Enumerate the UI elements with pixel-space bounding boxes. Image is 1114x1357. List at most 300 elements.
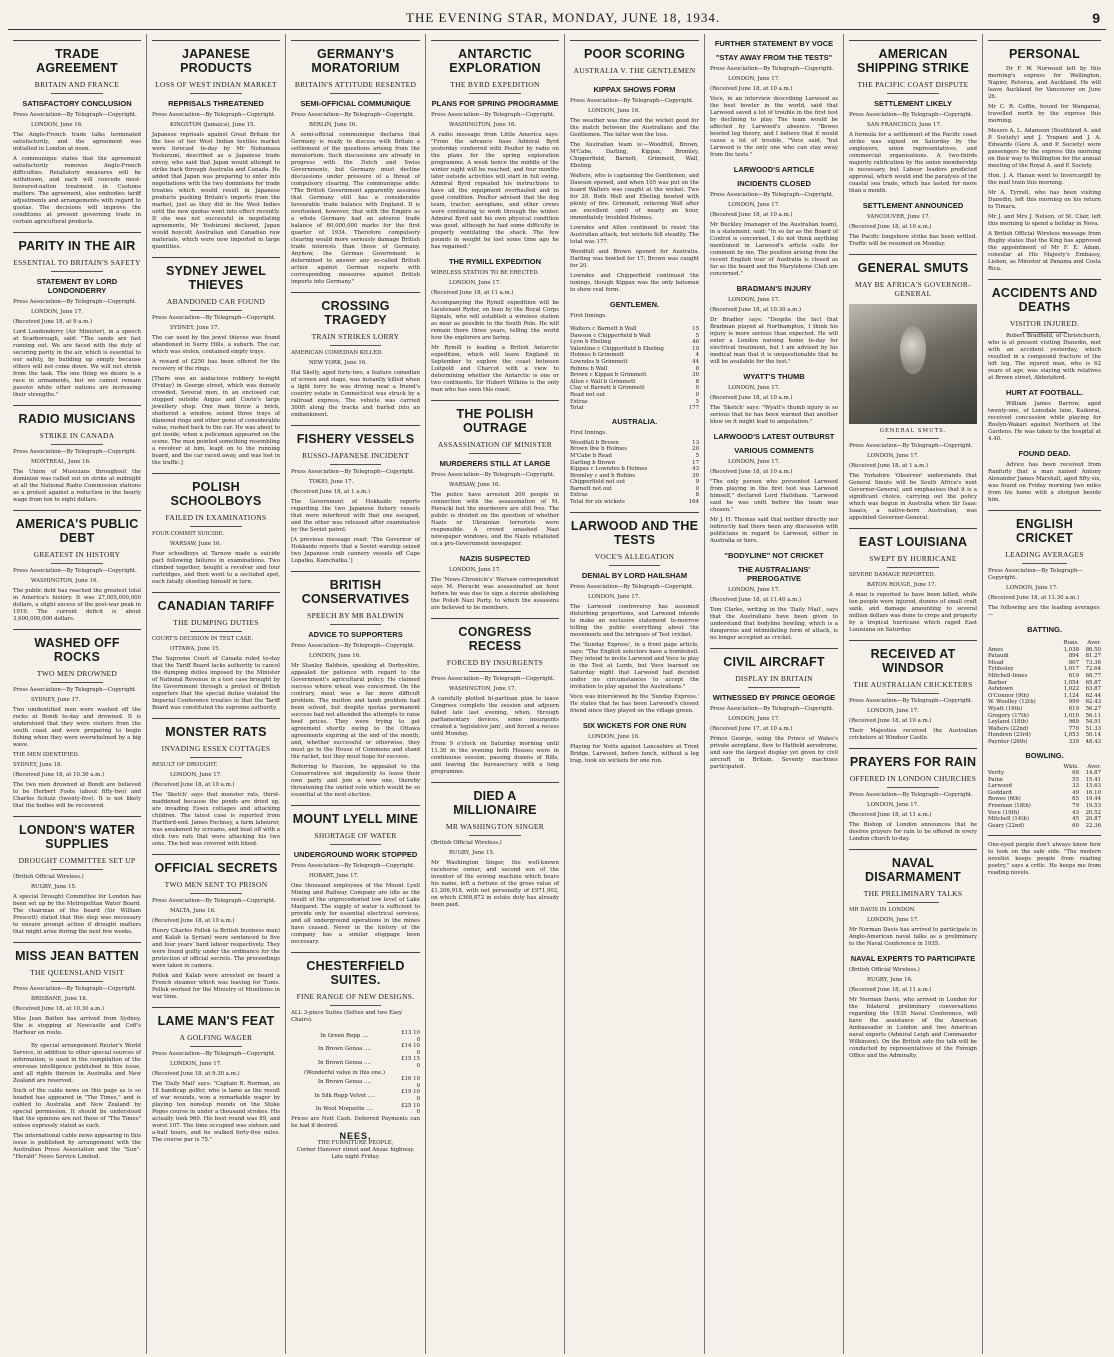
press-credit: Press Association—By Telegraph—Copyright. (291, 469, 415, 475)
ad-item: In Silk Repp Velvet .... (314, 1092, 375, 1099)
score-cell: Walters (22nd) (988, 725, 1029, 732)
paragraph: (Received June 18, at 10 a.m.) (152, 782, 235, 788)
article (710, 39, 838, 159)
score-cell: 1,017 (1063, 666, 1079, 673)
divider (51, 271, 102, 272)
score-cell: Bromley c and b Robins (570, 472, 636, 479)
score-cell: Ashdown (988, 686, 1013, 693)
paragraph: The 'Daily Mail' says: "Captain R. Norman, an 18 handicap golfer, who is lame as the result of war wounds, won a remarkable wager by playing ten nonstop rounds on the Stoke Poges course in under a thousand strokes. His actually took 960. His best round was 89, and worst 107. The time occupied was sixteen and a-half hours, and he walked forty-five miles. The course par is 75." (152, 1081, 280, 1143)
divider (609, 79, 661, 80)
subheadline: LEADING AVERAGES (1005, 550, 1084, 559)
score-cell: Lyon b Ebeling (570, 339, 612, 346)
article (13, 942, 141, 1037)
subheadline: DISPLAY IN BRITAIN (735, 674, 813, 683)
paragraph: Prince George, using the Prince of Wales's private aeroplane, flew to Hatfield aerodrome, and saw the largest display yet given by civil aircraft in Britain. Seventy machines participated. (710, 736, 838, 770)
score-cell: 1,022 (1063, 686, 1079, 693)
score-cell: 770 (1068, 725, 1079, 732)
subheadline: BRADMAN'S INJURY (736, 284, 812, 293)
headline: PARITY IN THE AIR (18, 239, 136, 253)
scorecard-row (570, 392, 699, 399)
paragraph: Lowndes and Allen continued to resist the Australian attack, but wickets fell steadily. The total was 177. (570, 225, 699, 245)
divider (152, 718, 280, 719)
scorecard-row (570, 346, 699, 353)
ad-item: In Brown Genoa .... (318, 1059, 371, 1066)
paragraph: (Received June 18, at 10 a.m.) (710, 86, 793, 92)
article (988, 449, 1101, 504)
paragraph: Woodfull and Brown opened for Australia. Darling was bowled for 17; Brown was caught for 20. (570, 249, 699, 269)
paragraph: Miss Jean Batten has arrived from Sydney. She is stopping at Newcastle and Coff's Harbour en route. (13, 1016, 141, 1036)
score-cell: 19 (692, 345, 699, 352)
subheadline: VARIOUS COMMENTS (734, 446, 814, 455)
batting-row (988, 653, 1101, 660)
paragraph: (Received June 18, at 10 a.m.) (849, 718, 932, 724)
column (426, 34, 565, 1354)
paragraph: Voce was interviewed by the 'Sunday Express.' He states that he has been Larwood's closest friend since they played on the village green. (570, 693, 699, 714)
paragraph: LONDON, June 17. (728, 76, 780, 82)
subheadline: STATEMENT BY LORD LONDONDERRY (36, 277, 118, 295)
headline: ENGLISH CRICKET (1016, 517, 1073, 545)
score-cell: Gregory (17th) (988, 712, 1029, 719)
paragraph: RUGBY, June 16. (867, 977, 913, 983)
press-credit: Press Association—By Telegraph—Copyright. (849, 792, 973, 798)
article (13, 629, 141, 810)
score-cell: Allen c Wall b Grimmett (570, 378, 636, 385)
ad-price-row (291, 1056, 420, 1069)
divider (291, 952, 420, 953)
score-cell: 49 (1072, 789, 1079, 796)
paragraph: [There was an audacious robbery to-night (Friday) in George street, which was densely crowded. Several men, in an enclosed car, stopped outside Angus and Coote's large jewellery shop. One man threw a brick, shattered a window, seized three trays of diamond rings and other gems of considerable value, rushed back to the car. He was about to get inside, when a policeman appeared on the scene. The man pointed something resembling a revolver at him, leapt on to the running board, and the car raced away, and was lost in the traffic.] (152, 376, 280, 466)
batting-row (988, 739, 1101, 746)
scorecard-row (570, 479, 699, 486)
bowling-row (988, 783, 1101, 790)
press-credit: Press Association—By Telegraph—Copyright. (710, 706, 834, 712)
ad-price-row (291, 1103, 420, 1116)
divider (13, 232, 141, 233)
column (983, 34, 1106, 1354)
score-cell: 1,010 (1063, 712, 1079, 719)
score-cell: 63.87 (1085, 686, 1101, 693)
paragraph: Mr Norman Davis, who arrived in London for the bilateral preliminary conversations regarding the 1935 Naval Conference, will have the assistance of the American Ambassador in London and two American naval experts (Admiral Leigh and Commander Wilkinson). On the British side the talk will be conducted by representatives of the Foreign Office and the Admiralty. (849, 997, 977, 1059)
bowling-header-cell (988, 764, 1057, 771)
divider (13, 816, 141, 817)
divider (469, 671, 520, 672)
headline: PERSONAL (1008, 47, 1081, 61)
paragraph: LONDON, June 17. (728, 716, 780, 722)
subheadline: INCIDENTS CLOSED (737, 179, 811, 188)
paragraph: SYDNEY, June 17. (170, 325, 220, 331)
paragraph: The Anglo-French trade talks terminated satisfactorily, and the agreement was initialled in London at noon. (13, 132, 141, 152)
headline: JAPANESE PRODUCTS (180, 47, 252, 75)
subheadline: FOUND DEAD. (1018, 449, 1071, 458)
batting-row (988, 732, 1101, 739)
paragraph: LONDON, June 16. (31, 122, 83, 128)
score-cell: Robins b Wall (570, 365, 608, 372)
ad-note: Prices are Nett Cash. Deferred Payments can be had if desired. (291, 1115, 420, 1129)
headline: POOR SCORING (583, 47, 686, 61)
batting-row (988, 673, 1101, 680)
article (988, 279, 1101, 382)
headline: TRADE AGREEMENT (36, 47, 118, 75)
paragraph: A reward of £250 has been offered for the recovery of the rings. (152, 359, 280, 372)
batting-header-cell: Runs. (1063, 640, 1079, 646)
paragraph: (Received June 18, at 11.40 a.m.) (710, 597, 802, 603)
score-cell: Dawson c Chipperfield b Wall (570, 332, 651, 339)
ad-item: In Brown Genoa .... (318, 1079, 371, 1086)
score-cell: 619 (1068, 672, 1079, 679)
subheadline: HURT AT FOOTBALL. (1005, 388, 1084, 397)
article (152, 1007, 280, 1144)
subheadline: MR WASHINGTON SINGER (445, 822, 545, 831)
headline: AMERICAN SHIPPING STRIKE (856, 47, 970, 75)
scorecard-row (570, 453, 699, 460)
headline: RADIO MUSICIANS (18, 412, 136, 426)
score-cell: 339 (1068, 738, 1079, 745)
article (291, 805, 420, 946)
paragraph: The two men drowned at Bondi are believed to be Herbert Foote (about fifty-two) and Charles Schulz (twenty-five). It is not likely that the bodies will be recovered. (13, 782, 141, 809)
bowling-row (988, 777, 1101, 784)
paragraph: (Received June 18, at 10 a.m.) (152, 918, 235, 924)
paragraph: Robert Bradfield, of Christchurch, who is at present visiting Dunedin, met with an accident yesterday, which resulted in a compound fracture of the left leg. The injured man, who is 62 years of age, was staying with relatives at Brown street, Abbotsford. (988, 333, 1101, 381)
score-cell: Freeman (18th) (988, 803, 1031, 810)
paragraph: Voce, in an interview describing Larwood as the best bowler in the world, said that Larwood saved a lot of trouble in the first test by declining to play. The team would be affected by Larwood's absence. "Bowes bowled leg theory, and I believe that it would cause a lot of trouble, "Voce said, "but Larwood is the only one who can stay away from the tests." (710, 96, 838, 158)
subheadline: SIX WICKETS FOR ONE RUN (582, 720, 687, 730)
bowling-row (988, 823, 1101, 830)
headline: ANTARCTIC EXPLORATION (449, 47, 541, 75)
paragraph: BRISBANE, June 18. (31, 996, 88, 1002)
press-credit: Press Association—By Telegraph—Copyright. (570, 98, 694, 104)
press-credit: Press Association—By Telegraph—Copyright. (152, 898, 276, 904)
press-credit: Press Association—By Telegraph—Copyright. (13, 299, 137, 305)
ad-item: In Brown Genoa .... (318, 1046, 371, 1053)
article (152, 718, 280, 848)
paragraph: (Received June 18, at 9 a.m.) (13, 319, 93, 325)
paragraph: LONDON, June 17. (728, 587, 780, 593)
subheadline: RUSSO-JAPANESE INCIDENT (302, 451, 409, 460)
subheadline: GENTLEMEN. (609, 300, 660, 309)
scorecard-row (570, 333, 699, 340)
score-cell: 55 (1072, 776, 1079, 783)
score-cell: 81.27 (1085, 653, 1101, 660)
subheadline: THE BYRD EXPEDITION (450, 80, 540, 89)
article (988, 510, 1101, 619)
batting-row (988, 699, 1101, 706)
paragraph: Mr C. R. Coffin, bound for Wanganui, travelled north by the express this morning. (988, 104, 1101, 124)
press-credit: Press Association—By Telegraph—Copyright. (988, 568, 1083, 581)
score-cell: 1,053 (1063, 732, 1079, 739)
paragraph: (Received June 18, at 10.30 a.m.) (710, 307, 802, 313)
column (147, 34, 286, 1354)
headline: GERMANY'S MORATORIUM (311, 47, 400, 75)
paragraph: LONDON, June 17. (449, 567, 501, 573)
score-cell: Holmes b Grimmett (570, 352, 624, 359)
divider (431, 618, 559, 619)
press-credit: First Innings. (570, 313, 607, 319)
masthead-title: THE EVENING STAR, MONDAY, JUNE 18, 1934. (406, 10, 721, 25)
headline: MONSTER RATS (165, 725, 267, 739)
divider (190, 631, 241, 632)
divider (887, 693, 938, 694)
divider (988, 510, 1101, 511)
score-cell: 4 (695, 352, 699, 359)
divider (190, 526, 241, 527)
paragraph: Referring to Fascism, he appealed to the Conservatives not impatiently to leave their own party and join a new one, thereby threatening the united vote which would be so essential at the next election. (291, 764, 420, 798)
score-cell: 5 (695, 452, 699, 459)
paragraph: The police have arrested 200 people in connection with the assassination of M. Pieracki but the murderers are still free. The public is divided on the question of whether Nazis or Ukrainian terrorists were responsible. A crowd smashed Nazi newspaper windows, and the Nazis retaliated on a pro-Government newspaper. (431, 492, 559, 547)
subheadline: REPRISALS THREATENED (168, 99, 264, 108)
score-cell: 56.11 (1085, 712, 1101, 719)
paragraph: Accompanying the Rymill expedition will be Lieutenant Ryder, on loan by the Royal Corps Signals, who will establish a wireless station as near as possible to the South Pole. He will remain there three years, telling the world how the explorers are faring. (431, 300, 559, 341)
paragraph: LONDON, June 17. (867, 453, 919, 459)
score-cell: 8 (695, 365, 699, 372)
subheadline: "BODYLINE" NOT CRICKET (724, 551, 824, 560)
paragraph: A radio message from Little America says: "From the advance base Admiral Byrd yesterday conferred with Poulter by radio on the plans for the spring exploration programme. A week hence the middle of the winter night will be reached, and four months later outside activities will start in full swing. Admiral Byrd repeated his instructions to have all the equipment overhauled and in good condition. Poulter advised that the dog team, tractor, aeroplane, and other crews were continuing to work through the winter. Admiral Byrd said his own physical condition was good, although he had some difficulty in properly ventilating the shack. The few pounds in weight he lost some time ago he has regained." (431, 132, 559, 250)
ad-price: £25 10 0 (401, 1102, 420, 1116)
divider (152, 473, 280, 474)
headline: LONDON'S WATER SUPPLIES (19, 823, 135, 851)
score-cell: Verity (988, 770, 1005, 777)
headline: CANADIAN TARIFF (157, 599, 275, 613)
paragraph: WASHINGTON, June 17. (449, 686, 517, 692)
article (13, 232, 141, 399)
score-cell: Barnett not out (570, 485, 612, 492)
subheadline: NAVAL EXPERTS TO PARTICIPATE (850, 954, 976, 963)
article (988, 40, 1101, 273)
paragraph: (Received June 18, at 1 a.m.) (291, 489, 371, 495)
press-credit: Press Association—By Telegraph—Copyright. (849, 112, 973, 118)
paragraph: SAN FRANCISCO, June 17. (867, 122, 942, 128)
score-cell: 17 (692, 459, 699, 466)
headline: MISS JEAN BATTEN (15, 949, 139, 963)
paragraph: The Bishop of London announces that he desires prayers for rain to be offered in every London church to-day. (849, 822, 977, 842)
score-cell: 5 (695, 398, 699, 405)
subheadline: FINE RANGE OF NEW DESIGNS. (296, 992, 415, 1001)
divider (849, 748, 977, 749)
paragraph: The Yorkshire 'Observer' understands that General Smuts will be South Africa's next Governor-General, and emphasises that it is a significant choice, carrying out the policy which was begun in Australia when Sir Isaac Isaacs, a native-born Australian, was appointed Governor-General. (849, 473, 977, 521)
ad-address: Corner Hanover street and Anzac highway. (296, 1146, 415, 1153)
paragraph: Tom Clarke, writing in the 'Daily Mail', says that the Australians have been given to understand that bodyline bowling, which is a dangerous and intimidating form of attack, is no longer accepted as cricket. (710, 607, 838, 641)
paragraph: (Received June 18, at 10 a.m.) (710, 212, 793, 218)
paragraph: LONDON, June 17. (728, 297, 780, 303)
article (570, 300, 699, 320)
score-cell: Mitchell (14th) (988, 816, 1029, 823)
divider (330, 624, 382, 625)
paragraph: Their Majesties received the Australian cricketers at Windsor Castle. (849, 728, 977, 741)
paragraph: The 'Sketch' says that monster rats, thirst-maddened because the ponds are dried up, are invading Essex cottages and attacking children. The latest case is reported from Hartford-end. James Fechney, a farm labourer, was awakened by screams, and beat off with a stick two rats that were attacking his two sons. The bed was covered with blood. (152, 792, 280, 847)
ad-price-row (291, 1043, 420, 1056)
headline: PRAYERS FOR RAIN (849, 755, 977, 769)
score-cell: 20 (692, 446, 699, 453)
press-credit: Press Association—By Telegraph—Copyright. (13, 986, 137, 992)
subheadline: ABANDONED CAR FOUND (166, 297, 266, 306)
article (988, 388, 1101, 443)
scorecard-row (570, 326, 699, 333)
score-cell: 9 (695, 479, 699, 486)
score-cell: 68.77 (1085, 672, 1101, 679)
score-cell: 164 (688, 499, 699, 506)
paragraph: Lord Londonderry (Air Minister), in a speech at Scarborough, said: "The sands are fast running out. We are faced with the duty of securing parity in the air, which is essential to our safety, by building up simply because others will not come down. We will not shrink from the task. The one thing we desire is a race in armaments, but we cannot remain passive while other nations are increasing their strengths." (13, 329, 141, 398)
subheadline: VISITOR INJURED. (1009, 319, 1080, 328)
score-cell: W. Woolley (12th) (988, 699, 1036, 706)
closing-filler: One-eyed people don't always know how to look on the safe side. "The modern novelist keeps people from reading poetry," says a critic. He keeps me from reading novels. (988, 842, 1101, 877)
paragraph: A semi-official communique declares that Germany is ready to discuss with Britain a settlement of the questions arising from the moratorium. Such discussions are already in progress with the Dutch and Swiss Governments, but Germany must decline discussions under pressure of a threat of compulsory clearing. The communique adds: "The British Government apparently assumes that Germany still has a considerable favourable trade balance with England. It is overlooked, however, that with the Empire as a whole Germany had an adverse trade balance of 60,000,000 marks for the first quarter of 1934. Therefore compulsory clearing would more seriously damage British trade interests than those of Germany. Anyhow, the German Government is determined to answer any so-called British action against German exports with corresponding measures against British imports into Germany." (291, 132, 420, 285)
subheadline: FORCED BY INSURGENTS (446, 658, 544, 667)
subheadline: PLANS FOR SPRING PROGRAMME (431, 99, 559, 108)
paragraph: Mr Norman Davis has arrived to participate in Anglo-American naval talks as a preliminary to the Naval Conference in 1935. (849, 927, 977, 947)
paragraph: A man is reported to have been killed, while ten people were injured, dozens of small craft sank, and damage amounting to several million dollars was done to crops and property by a tropical hurricane which raged East Louisiana on Saturday. (849, 592, 977, 633)
ad-price: £13 10 0 (401, 1030, 420, 1043)
ad-item: In Wool Moquette .... (315, 1105, 374, 1112)
subheadline: SATISFACTORY CONCLUSION (22, 99, 132, 108)
paragraph: The car used by the jewel thieves was found abandoned in Surry Hills, a suburb. The car, which was stolen, contained empty trays. (152, 335, 280, 355)
paragraph: LONDON, June 17. (867, 708, 919, 714)
scorecard-row (570, 366, 699, 373)
score-cell: Paynter (26th) (988, 738, 1028, 745)
paragraph: The Union of Musicians throughout the dominion was called out on strike at midnight at all the National Radio Commission stations as a protest against a reduction in the hourly wage from ten to eight dollars. (13, 469, 141, 503)
subheadline: BATTING. (1027, 625, 1062, 634)
score-cell: 20.52 (1085, 809, 1101, 816)
paragraph: (Received June 18, at 11 a.m.) (849, 987, 932, 993)
subheadline: FAILED IN EXAMINATIONS (165, 513, 267, 522)
headline: SYDNEY JEWEL THIEVES (165, 264, 267, 292)
score-cell: 51.33 (1085, 725, 1101, 732)
press-credit: Press Association—By Telegraph—Copyright. (13, 687, 137, 693)
headline: DIED A MILLIONAIRE (453, 789, 537, 817)
paragraph: Dr Bradley says: "Despite the fact that Bradman played at Northampton, I think his injury is more serious than expected. He will enter a London nursing home to-day for electrical treatment, but I am advised by his medical man that it is unquestionable that he will be available for the test." (710, 317, 838, 365)
divider (570, 40, 699, 41)
paragraph: Such of the cable news on this page as is so headed has appeared in "The Times," and is cabled to Australia and New Zealand by special permission. It should be understood that the opinions are not those of "The Times" unless expressly stated as such. (13, 1088, 141, 1129)
subheadline: INVADING ESSEX COTTAGES (161, 744, 271, 753)
score-cell: Clay st Barnett b Grimmett (570, 385, 645, 392)
paragraph: LONDON, June 17. (588, 593, 640, 600)
subheadline: THE QUEENSLAND VISIT (30, 968, 124, 977)
score-cell: 44 (692, 358, 699, 365)
paragraph: The 'Sunday Express', in a front page article, says: "The English selectors have a bombshell. They intend to invite Larwood and Voce to play in the Test at Lords, but Voce learned on Saturday night that Larwood had decided under no circumstances to accept the invitation to play against the Australians." (570, 641, 699, 690)
scorecard-row (570, 379, 699, 386)
article (13, 40, 141, 226)
paragraph: LONDON, June 16. (588, 108, 640, 114)
headline: BRITISH CONSERVATIVES (301, 578, 410, 606)
divider (152, 854, 280, 855)
press-credit: Press Association—By Telegraph—Copyright. (291, 863, 415, 869)
ad-price: £19 10 0 (401, 1089, 420, 1102)
subheadline: MURDERERS STILL AT LARGE (439, 459, 551, 468)
score-cell: Ames (988, 646, 1003, 653)
score-cell: Extras (570, 492, 588, 499)
score-cell: 0 (695, 485, 699, 492)
article (849, 254, 977, 522)
batting-row (988, 666, 1101, 673)
batting-header (988, 640, 1101, 647)
score-cell: Leyland (18th) (988, 719, 1029, 726)
subheadline: THE AUSTRALIAN CRICKETERS (853, 680, 973, 689)
score-cell: 894 (1068, 653, 1079, 660)
paragraph: Mr A. Tyrrell, who has been visiting Dunedin, left this morning on his return to Timaru. (988, 190, 1101, 210)
paragraph: One thousand employees of the Mount Lyell Mining and Railway Company are idle as the result of the unprecedented low level of Lake Margaret. The supply of water is sufficient to provide only for essential electrical services, and all underground operations in the mines have ceased. Never in the history of the company has a similar stoppage been necessary. (291, 883, 420, 945)
subheadline: LARWOOD'S LATEST OUTBURST (713, 432, 835, 441)
press-credit: Press Association—By Telegraph—Copyright. (849, 443, 973, 449)
divider (152, 40, 280, 41)
score-cell: 15.41 (1085, 776, 1101, 783)
paragraph: The Larwood controversy has assumed disturbing proportions, and Larwood intends to make an exclusive statement to-morrow telling the public everything about the movements and the intrigues of Test cricket. (570, 603, 699, 638)
article (13, 816, 141, 936)
headline: RECEIVED AT WINDSOR (870, 647, 956, 675)
headline: NAVAL DISARMAMENT (865, 856, 961, 884)
batting-row (988, 686, 1101, 693)
subheadline: WYATT'S THUMB (743, 372, 805, 381)
divider (748, 687, 799, 688)
subheadline: AUSTRALIA V. THE GENTLEMEN (573, 66, 696, 75)
article (710, 551, 838, 642)
headline: AMERICA'S PUBLIC DEBT (15, 517, 139, 545)
paragraph: WASHINGTON, June 16. (449, 122, 517, 128)
batting-header-row (988, 640, 1101, 647)
paragraph: (Received June 18, at 11 a.m.) (849, 812, 932, 818)
press-credit: WIRELESS STATION TO BE ERECTED. (431, 270, 540, 276)
subheadline: SETTLEMENT ANNOUNCED (862, 201, 964, 210)
press-credit: FOUR COMMIT SUICIDE. (152, 531, 225, 537)
paragraph: The weather was fine and the wicket good for the match between the Australians and the Gentlemen. The latter won the toss. (570, 118, 699, 138)
page-number: 9 (1092, 10, 1100, 26)
paragraph: NEW YORK, June 16. (309, 360, 367, 366)
paragraph: The public debt has reached the greatest total in America's history. It was 27,005,000,000 dollars, a slight excess of the post-war peak in 1919. The current deficit is about 3,600,000,000 dollars. (13, 588, 141, 622)
article (291, 571, 420, 799)
article (710, 432, 838, 545)
score-cell: 16.10 (1085, 789, 1101, 796)
score-cell: Pataudi (988, 653, 1009, 660)
paragraph: LONDON, June 17. (867, 802, 919, 808)
paragraph: A British Official Wireless message from Rugby states that the King has approved the appointment of Mr F. E. Adam, consular at His Majesty's Embassy, Lisbon, as Minister at Panama and Costa Rica. (988, 231, 1101, 272)
divider (988, 279, 1101, 280)
divider (887, 93, 938, 94)
score-cell: 14.87 (1085, 770, 1101, 777)
score-cell: 62.44 (1085, 692, 1101, 699)
ad-price-row (291, 1030, 420, 1043)
score-cell: 15 (692, 326, 699, 332)
paragraph: The international cable news appearing in this issue is published by arrangement with the Australian Press Association and the "Sun"-"Herald" News Service Limited. (13, 1133, 141, 1160)
press-credit: Press Association—By Telegraph—Copyright. (570, 583, 694, 590)
divider (190, 757, 241, 758)
score-table (988, 647, 1101, 746)
headline: POLISH SCHOOLBOYS (170, 480, 262, 508)
divider (849, 40, 977, 41)
subheadline: VOCE'S ALLEGATION (594, 551, 675, 561)
paragraph: (Received June 18, at 1 a.m.) (849, 463, 929, 469)
subheadline: DENIAL BY LORD HAILSHAM (581, 570, 688, 580)
batting-row (988, 647, 1101, 654)
article (849, 528, 977, 634)
subheadline: TRAIN STRIKES LORRY (311, 332, 400, 341)
paragraph: OTTAWA, June 15. (170, 646, 221, 652)
score-cell: 48.43 (1085, 738, 1101, 745)
headline: MOUNT LYELL MINE (292, 812, 419, 826)
subheadline: THE DUMPING DUTIES (173, 618, 259, 627)
subheadline: SPEECH BY MR BALDWIN (307, 611, 404, 620)
paragraph: MALTA, June 16. (170, 908, 216, 914)
score-cell: Total for six wickets (570, 499, 625, 506)
score-cell: 56.27 (1085, 705, 1101, 712)
press-credit: Press Association—By Telegraph—Copyright. (152, 1051, 276, 1057)
score-cell: Hendren (23rd) (988, 732, 1031, 739)
article (431, 618, 559, 776)
subheadline: KIPPAX SHOWS FORM (593, 85, 676, 94)
divider (190, 1046, 241, 1047)
score-cell: 8 (695, 378, 699, 385)
paragraph: The following are the leading averages:— (988, 605, 1101, 618)
article (13, 405, 141, 504)
subheadline: BRITAIN AND FRANCE (34, 80, 120, 89)
paragraph: VANCOUVER, June 17. (867, 214, 931, 220)
paragraph: LONDON, June 16. (309, 653, 361, 659)
